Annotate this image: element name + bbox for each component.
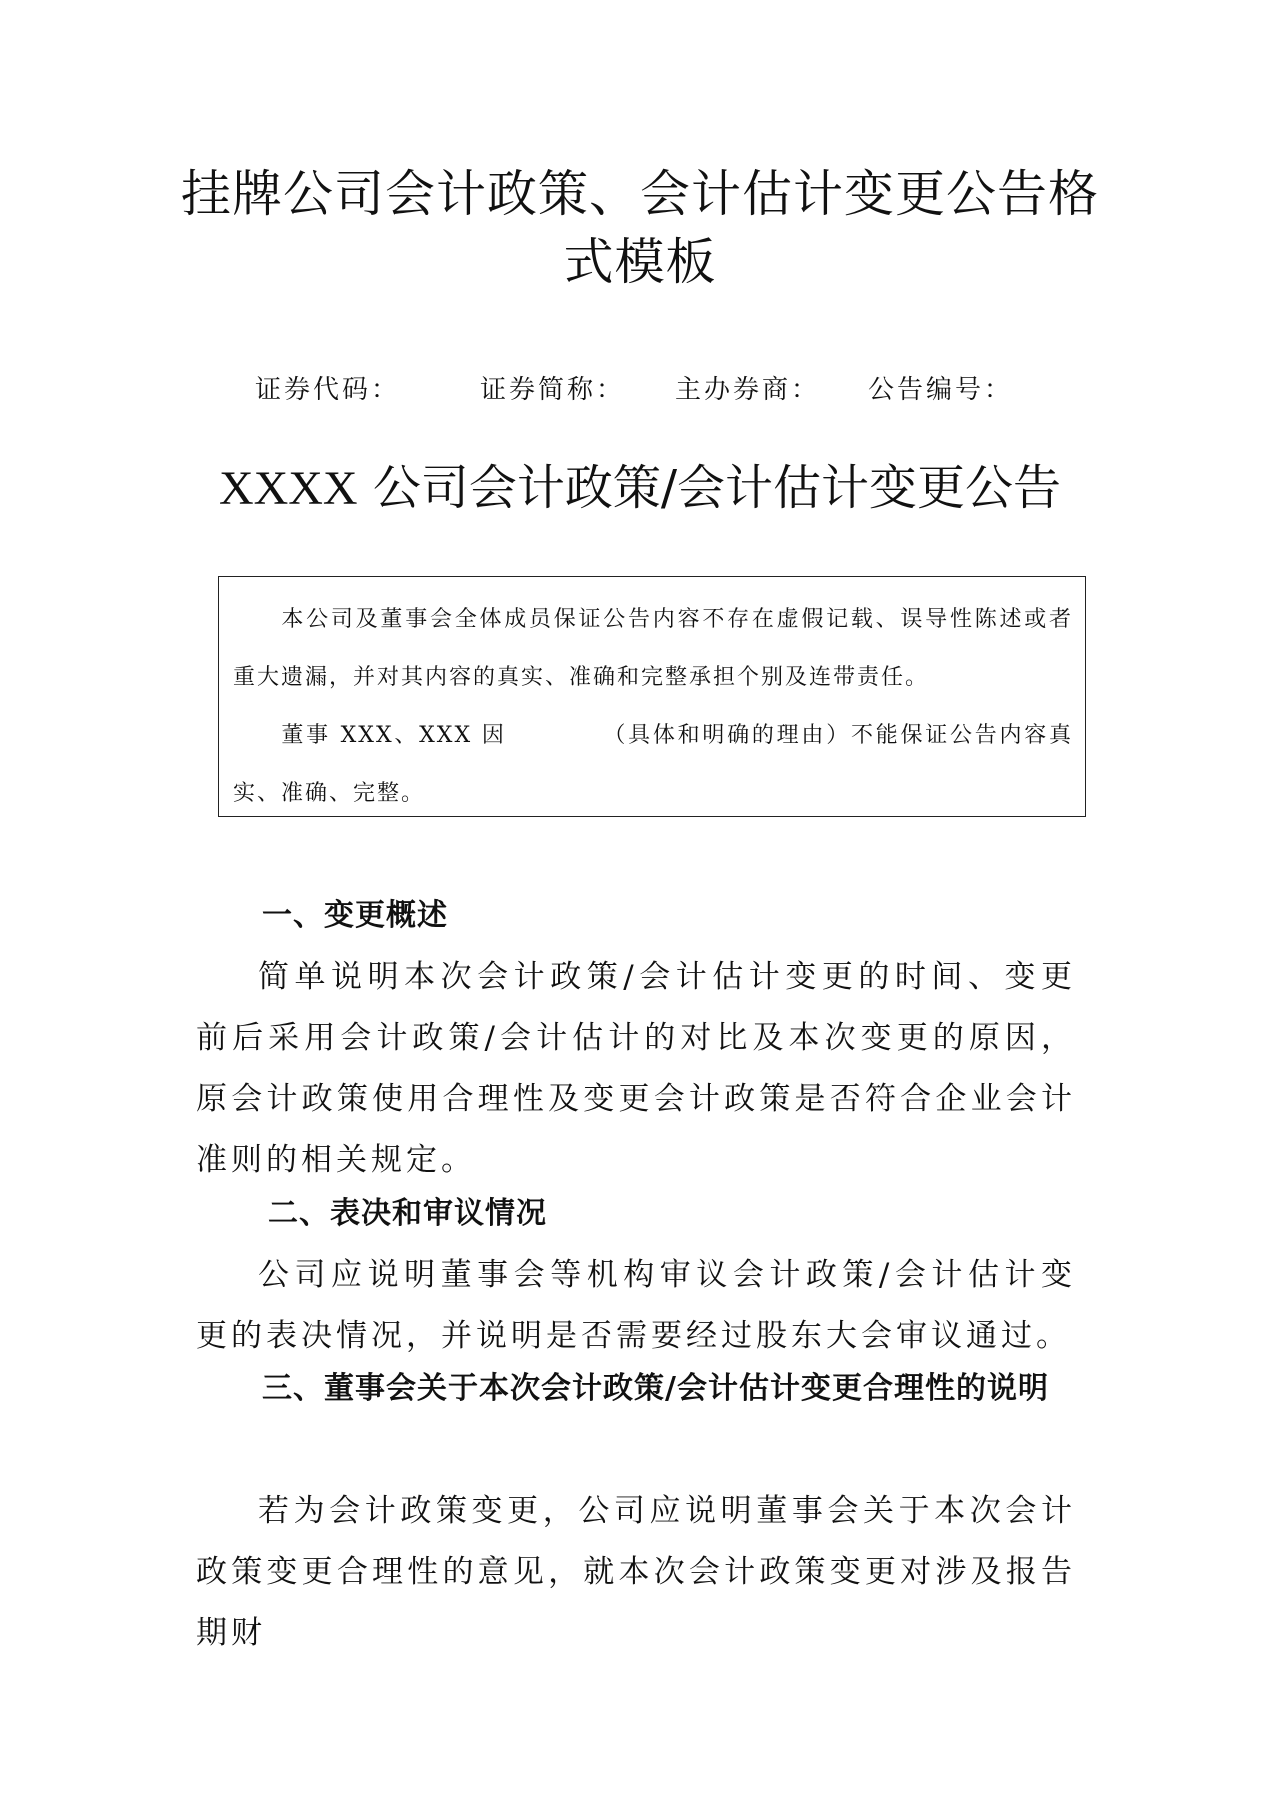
disclaimer-paragraph-2: [233, 707, 1073, 823]
securities-code-label: 证券代码：: [255, 375, 401, 405]
announcement-title-text: 公司会计政策/会计估计变更公告: [372, 460, 1062, 516]
section-body-2: [196, 1245, 1076, 1367]
section-heading-1: 一、变更概述: [262, 898, 448, 933]
announcement-number-label: 公告编号：: [868, 375, 1014, 405]
announcement-title-prefix: XXXX: [218, 462, 358, 515]
disclaimer-box: [218, 576, 1086, 817]
sponsor-broker-label: 主办券商：: [675, 375, 821, 405]
section-heading-2: 二、表决和审议情况: [268, 1196, 547, 1231]
document-title: 挂牌公司会计政策、会计估计变更公告格式模板: [181, 165, 1099, 291]
disclaimer-paragraph-1: 本公司及董事会全体成员保证公告内容不存在虚假记载、误导性陈述或者重大遗漏，并对其内容的真实、准确和完整承担个别及连带责任。: [233, 607, 1073, 690]
section-paragraph-1: 简单说明本次会计政策/会计估计变更的时间、变更前后采用会计政策/会计估计的对比及本次变更的原因，原会计政策使用合理性及变更会计政策是否符合企业会计准则的相关规定。: [196, 959, 1076, 1178]
section-heading-3: 三、董事会关于本次会计政策/会计估计变更合理性的说明: [262, 1371, 1049, 1406]
section-body-3: [196, 1481, 1076, 1664]
section-paragraph-2: 公司应说明董事会等机构审议会计政策/会计估计变更的表决情况，并说明是否需要经过股东大会审议通过。: [196, 1257, 1076, 1354]
disclaimer-directors: 董事 XXX、XXX 因: [281, 723, 507, 748]
disclaimer-reason: （具体和明确的理由）不能保证公告内容真实、准确、完整。: [233, 723, 1073, 806]
securities-abbreviation-label: 证券简称：: [480, 375, 626, 405]
announcement-title: [160, 458, 1120, 519]
section-paragraph-3: 若为会计政策变更，公司应说明董事会关于本次会计政策变更合理性的意见，就本次会计政策变更对涉及报告期财: [196, 1493, 1076, 1651]
section-body-1: [196, 947, 1076, 1191]
